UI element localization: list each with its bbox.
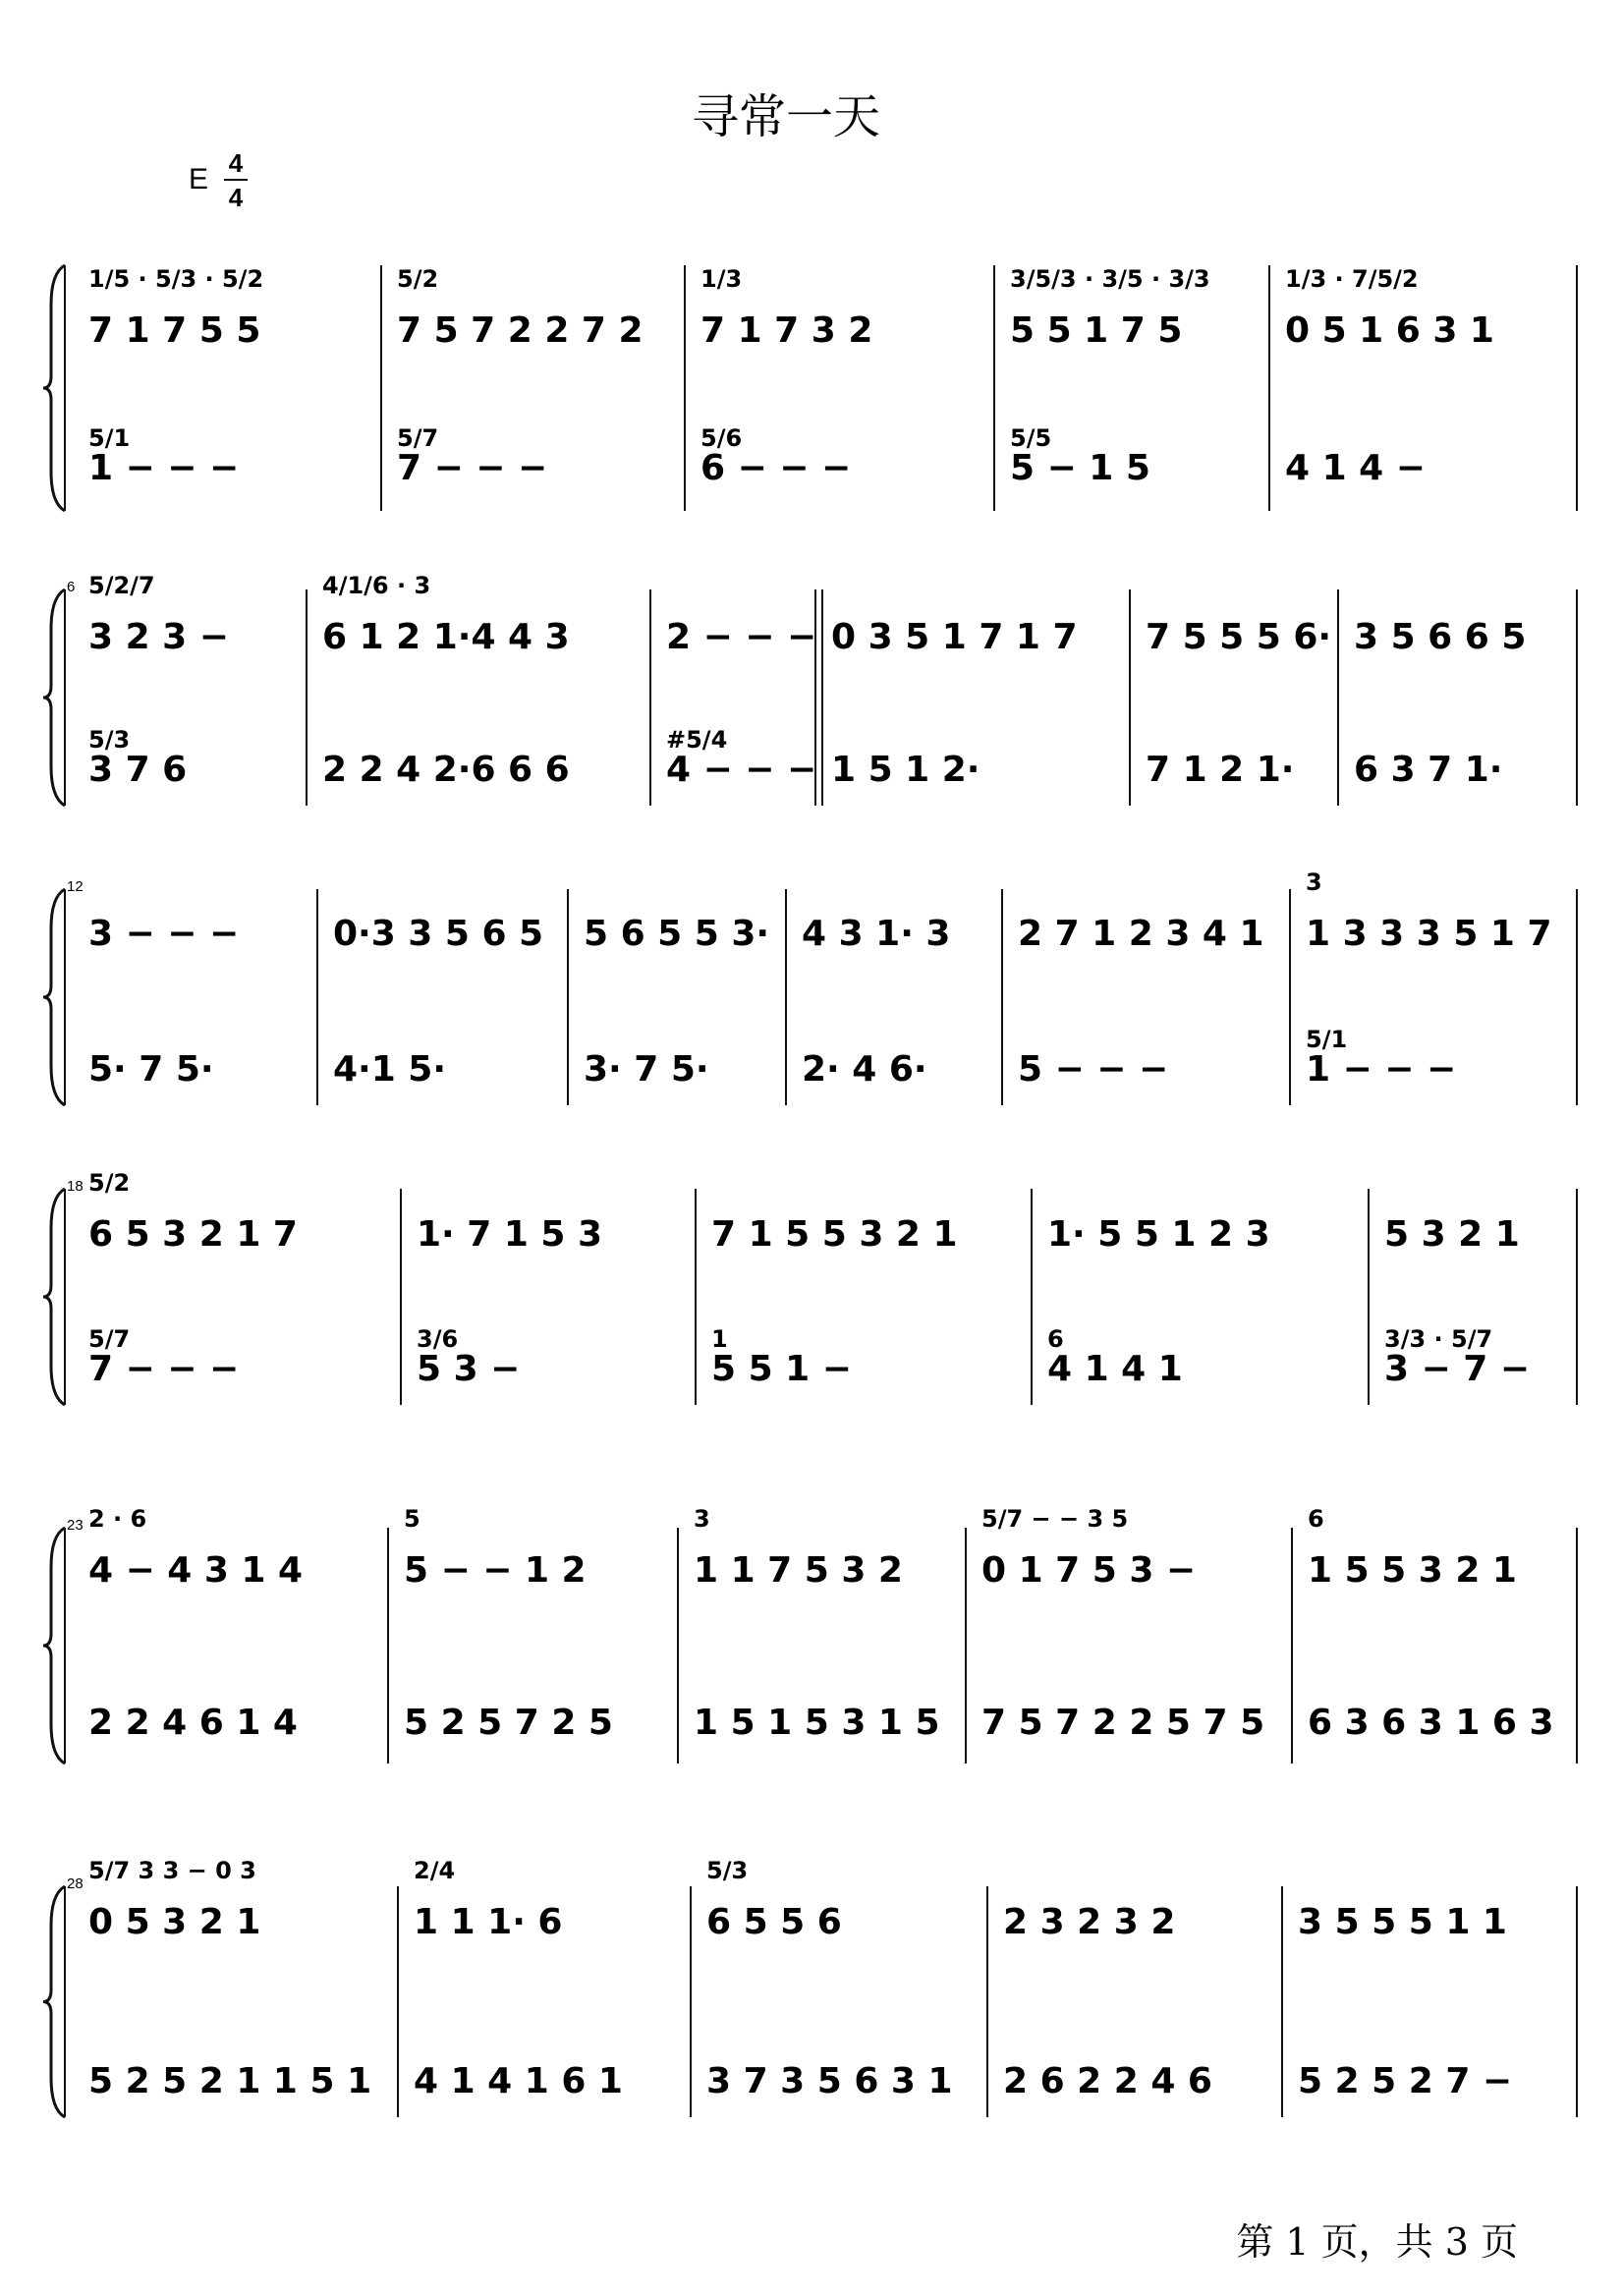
bass-chord-notes: 5/3 — [88, 726, 131, 754]
key-signature: E — [189, 163, 209, 196]
bass-notes: 2 6 2 2 4 6 — [1003, 2061, 1212, 2101]
system-brace — [43, 1189, 65, 1405]
bass-notes: 1 − − − — [88, 448, 240, 488]
bass-notes: 1 5 1 5 3 1 5 — [694, 1703, 940, 1743]
bass-notes: 6 3 6 3 1 6 3 — [1308, 1703, 1554, 1743]
measure-number: 6 — [67, 579, 76, 595]
treble-chord-notes: 5/7 − − 3 5 — [981, 1505, 1129, 1533]
treble-notes: 2 7 1 2 3 4 1 — [1018, 914, 1264, 954]
system-brace — [43, 889, 65, 1105]
treble-notes: 5 6 5 5 3· — [584, 914, 770, 954]
bass-notes: 4 1 4 1 — [1047, 1349, 1183, 1389]
treble-chord-notes: 5/2 — [397, 265, 439, 293]
treble-notes: 3 5 6 6 5 — [1354, 617, 1527, 657]
treble-chord-notes: 4/1/6 · 3 — [322, 572, 431, 599]
treble-notes: 7 5 5 5 6· — [1146, 617, 1332, 657]
treble-notes: 3 5 5 5 1 1 — [1298, 1902, 1507, 1942]
treble-notes: 1 3 3 3 5 1 7 — [1306, 914, 1552, 954]
bass-chord-notes: 5/1 — [88, 424, 131, 452]
treble-chord-notes: 3/5/3 · 3/5 · 3/3 — [1010, 265, 1210, 293]
page-footer: 第 1 页，共 3 页 — [1236, 2220, 1518, 2264]
treble-notes: 7 1 5 5 3 2 1 — [711, 1214, 958, 1255]
bass-notes: 3· 7 5· — [584, 1049, 709, 1090]
score-title: 寻常一天 — [691, 89, 881, 144]
treble-chord-notes: 5/2/7 — [88, 572, 155, 599]
treble-notes: 2 − − − — [666, 617, 817, 657]
bass-notes: 5 2 5 2 7 − — [1298, 2061, 1513, 2101]
bass-chord-notes: 3/3 · 5/7 — [1384, 1325, 1493, 1353]
treble-notes: 6 5 3 2 1 7 — [88, 1214, 298, 1255]
bass-notes: 3 7 6 — [88, 750, 188, 790]
time-signature-beats: 4 — [228, 148, 244, 178]
bass-chord-notes: 5/7 — [88, 1325, 131, 1353]
treble-chord-notes: 5/7 3 3 − 0 3 — [88, 1857, 256, 1884]
treble-chord-notes: 2 · 6 — [88, 1505, 147, 1533]
bass-notes: 5 − 1 5 — [1010, 448, 1150, 488]
treble-notes: 0 3 5 1 7 1 7 — [831, 617, 1078, 657]
measure-number: 23 — [67, 1517, 84, 1534]
treble-notes: 5 3 2 1 — [1384, 1214, 1520, 1255]
bass-notes: 4 1 4 1 6 1 — [414, 2061, 623, 2101]
treble-notes: 0 5 3 2 1 — [88, 1902, 261, 1942]
treble-notes: 6 1 2 1·4 4 3 — [322, 617, 570, 657]
treble-notes: 0·3 3 5 6 5 — [333, 914, 544, 954]
treble-notes: 7 1 7 5 5 — [88, 310, 261, 351]
bass-chord-notes: 5/7 — [397, 424, 439, 452]
treble-chord-notes: 6 — [1308, 1505, 1324, 1533]
time-signature-unit: 4 — [228, 183, 244, 212]
bass-chord-notes: 1 — [711, 1325, 728, 1353]
treble-chord-notes: 5 — [404, 1505, 420, 1533]
treble-notes: 4 3 1· 3 — [802, 914, 951, 954]
treble-notes: 0 1 7 5 3 − — [981, 1550, 1197, 1591]
bass-notes: 6 − − − — [700, 448, 852, 488]
bass-notes: 7 − − − — [397, 448, 548, 488]
bass-notes: 2 2 4 2·6 6 6 — [322, 750, 570, 790]
bass-notes: 3 7 3 5 6 3 1 — [706, 2061, 953, 2101]
measure-number: 28 — [67, 1875, 84, 1892]
treble-chord-notes: 3 — [1306, 868, 1322, 896]
bass-notes: 4 1 4 − — [1285, 448, 1426, 488]
system-brace — [43, 1886, 65, 2117]
treble-notes: 5 − − 1 2 — [404, 1550, 587, 1591]
measure-number: 18 — [67, 1178, 84, 1195]
bass-notes: 5· 7 5· — [88, 1049, 214, 1090]
treble-chord-notes: 2/4 — [414, 1857, 456, 1884]
treble-notes: 7 1 7 3 2 — [700, 310, 873, 351]
treble-chord-notes: 3 — [694, 1505, 710, 1533]
bass-chord-notes: 5/5 — [1010, 424, 1052, 452]
bass-notes: 1 5 1 2· — [831, 750, 980, 790]
treble-chord-notes: 1/5 · 5/3 · 5/2 — [88, 265, 264, 293]
bass-chord-notes: #5/4 — [666, 726, 728, 754]
treble-notes: 3 2 3 − — [88, 617, 229, 657]
score-systems — [43, 265, 1577, 2117]
treble-chord-notes: 1/3 — [700, 265, 743, 293]
bass-notes: 7 1 2 1· — [1146, 750, 1295, 790]
bass-notes: 5 3 − — [417, 1349, 521, 1389]
treble-notes: 4 − 4 3 1 4 — [88, 1550, 304, 1591]
treble-notes: 1· 7 1 5 3 — [417, 1214, 603, 1255]
treble-notes: 3 − − − — [88, 914, 240, 954]
treble-notes: 7 5 7 2 2 7 2 — [397, 310, 644, 351]
bass-notes: 5 2 5 7 2 5 — [404, 1703, 613, 1743]
treble-notes: 1 1 1· 6 — [414, 1902, 563, 1942]
bass-notes: 3 − 7 − — [1384, 1349, 1531, 1389]
treble-notes: 1· 5 5 1 2 3 — [1047, 1214, 1270, 1255]
treble-notes: 2 3 2 3 2 — [1003, 1902, 1176, 1942]
bass-notes: 1 − − − — [1306, 1049, 1457, 1090]
treble-chord-notes: 5/2 — [88, 1169, 131, 1197]
score-header — [189, 89, 880, 212]
bass-notes: 4·1 5· — [333, 1049, 447, 1090]
system-brace — [43, 1528, 65, 1763]
measure-number: 12 — [67, 878, 84, 895]
bass-notes: 6 3 7 1· — [1354, 750, 1503, 790]
treble-notes: 6 5 5 6 — [706, 1902, 842, 1942]
bass-notes: 5 − − − — [1018, 1049, 1169, 1090]
bass-chord-notes: 3/6 — [417, 1325, 459, 1353]
treble-chord-notes: 5/3 — [706, 1857, 749, 1884]
system-brace — [43, 265, 65, 511]
treble-chord-notes: 1/3 · 7/5/2 — [1285, 265, 1419, 293]
system-brace — [43, 589, 65, 806]
bass-notes: 2· 4 6· — [802, 1049, 927, 1090]
treble-notes: 1 1 7 5 3 2 — [694, 1550, 903, 1591]
bass-chord-notes: 6 — [1047, 1325, 1064, 1353]
bass-notes: 2 2 4 6 1 4 — [88, 1703, 298, 1743]
bass-notes: 5 2 5 2 1 1 5 1 — [88, 2061, 372, 2101]
bass-chord-notes: 5/6 — [700, 424, 743, 452]
treble-notes: 5 5 1 7 5 — [1010, 310, 1183, 351]
bass-notes: 7 − − − — [88, 1349, 240, 1389]
treble-notes: 1 5 5 3 2 1 — [1308, 1550, 1517, 1591]
bass-notes: 5 5 1 − — [711, 1349, 852, 1389]
bass-notes: 4 − − − — [666, 750, 817, 790]
bass-notes: 7 5 7 2 2 5 7 5 — [981, 1703, 1265, 1743]
treble-notes: 0 5 1 6 3 1 — [1285, 310, 1494, 351]
bass-chord-notes: 5/1 — [1306, 1026, 1348, 1053]
